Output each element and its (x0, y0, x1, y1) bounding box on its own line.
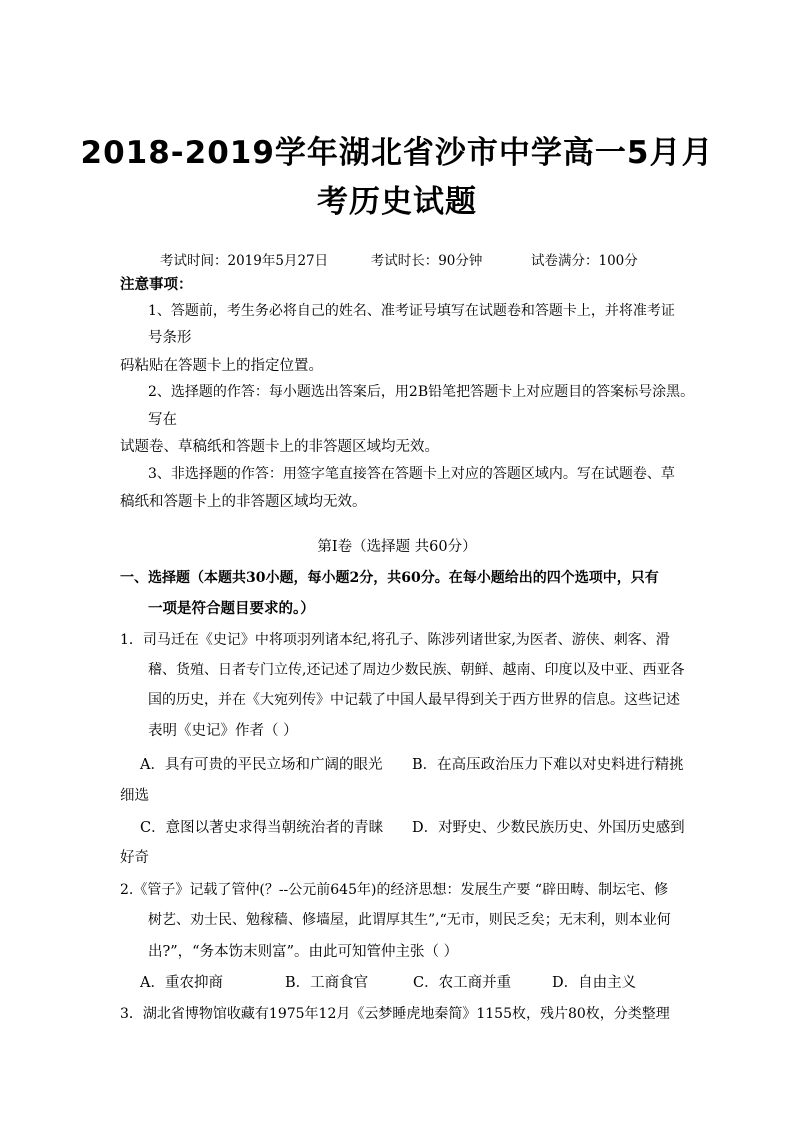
question-2-line-2: 树艺、劝士民、勉稼穑、修墙屋，此谓厚其生”,“无市，则民乏矣；无末利，则本业何 (148, 912, 671, 928)
question-1-line-4: 表明《史记》作者（ ） (148, 723, 298, 739)
question-1-option-d-cont: 好奇 (120, 850, 149, 866)
notice-item-2b: 写在 (148, 412, 177, 428)
question-1-line-2: 稽、货殖、日者专门立传,还记述了周边少数民族、朝鲜、越南、印度以及中亚、西亚各 (148, 662, 685, 678)
document-title-line-1: 2018-2019学年湖北省沙市中学高一5月月 (80, 135, 714, 171)
notice-item-1c: 码粘贴在答题卡上的指定位置。 (120, 358, 323, 374)
notice-item-1a: 1、答题前，考生务必将自己的姓名、准考证号填写在试题卷和答题卡上，并将准考证 (148, 303, 675, 319)
question-1-option-d: D．对野史、少数民族历史、外国历史感到 (412, 820, 685, 836)
question-1-line-1: 1．司马迁在《史记》中将项羽列诸本纪,将孔子、陈涉列诸世家,为医者、游侠、刺客、滑 (120, 632, 670, 648)
question-2-line-1: 2.《管子》记载了管仲(？--公元前645年)的经济思想：发展生产要 “辟田畴、制坛宅、修 (120, 882, 669, 898)
question-2-option-b: B．工商食官 (285, 975, 369, 991)
exam-duration: 考试时长：90分钟 (370, 253, 483, 269)
notice-item-3a: 3、非选择题的作答：用签字笔直接答在答题卡上对应的答题区域内。写在试题卷、草 (148, 466, 675, 482)
question-1-option-b-cont: 细选 (120, 788, 149, 804)
question-1-option-c: C．意图以著史求得当朝统治者的青睐 (140, 820, 384, 836)
notice-item-3b: 稿纸和答题卡上的非答题区域均无效。 (120, 494, 367, 510)
question-2-option-a: A．重农抑商 (140, 975, 223, 991)
notice-item-2a: 2、选择题的作答：每小题选出答案后，用2B铅笔把答题卡上对应题目的答案标号涂黑。 (148, 384, 695, 400)
notice-item-1b: 号条形 (148, 330, 192, 346)
document-title-line-2: 考历史试题 (317, 184, 477, 220)
section-heading: 第Ⅰ卷（选择题 共60分） (317, 539, 477, 555)
part-instructions-a: 一、选择题（本题共30小题，每小题2分，共60分。在每小题给出的四个选项中，只有 (120, 570, 659, 586)
question-2-option-c: C．农工商并重 (413, 975, 512, 991)
question-1-option-a: A．具有可贵的平民立场和广阔的眼光 (140, 757, 383, 773)
exam-time: 考试时间：2019年5月27日 (160, 253, 329, 269)
exam-info-row (160, 249, 638, 269)
notice-item-2c: 试题卷、草稿纸和答题卡上的非答题区域均无效。 (120, 439, 439, 455)
question-1-line-3: 国的历史，并在《大宛列传》中记载了中国人最早得到关于西方世界的信息。这些记述 (148, 692, 680, 708)
part-instructions-b: 一项是符合题目要求的。） (148, 600, 315, 617)
question-2-option-d: D．自由主义 (552, 975, 637, 991)
question-2-line-3: 出?”，“务本饬末则富”。由此可知管仲主张（ ） (148, 944, 459, 960)
exam-full-score: 试卷满分：100分 (531, 253, 638, 269)
question-1-option-b: B．在高压政治压力下难以对史料进行精挑 (412, 757, 684, 773)
question-3-line-1: 3．湖北省博物馆收藏有1975年12月《云梦睡虎地秦简》1155枚，残片80枚，分类整理 (120, 1006, 670, 1022)
notice-heading: 注意事项： (120, 276, 193, 293)
